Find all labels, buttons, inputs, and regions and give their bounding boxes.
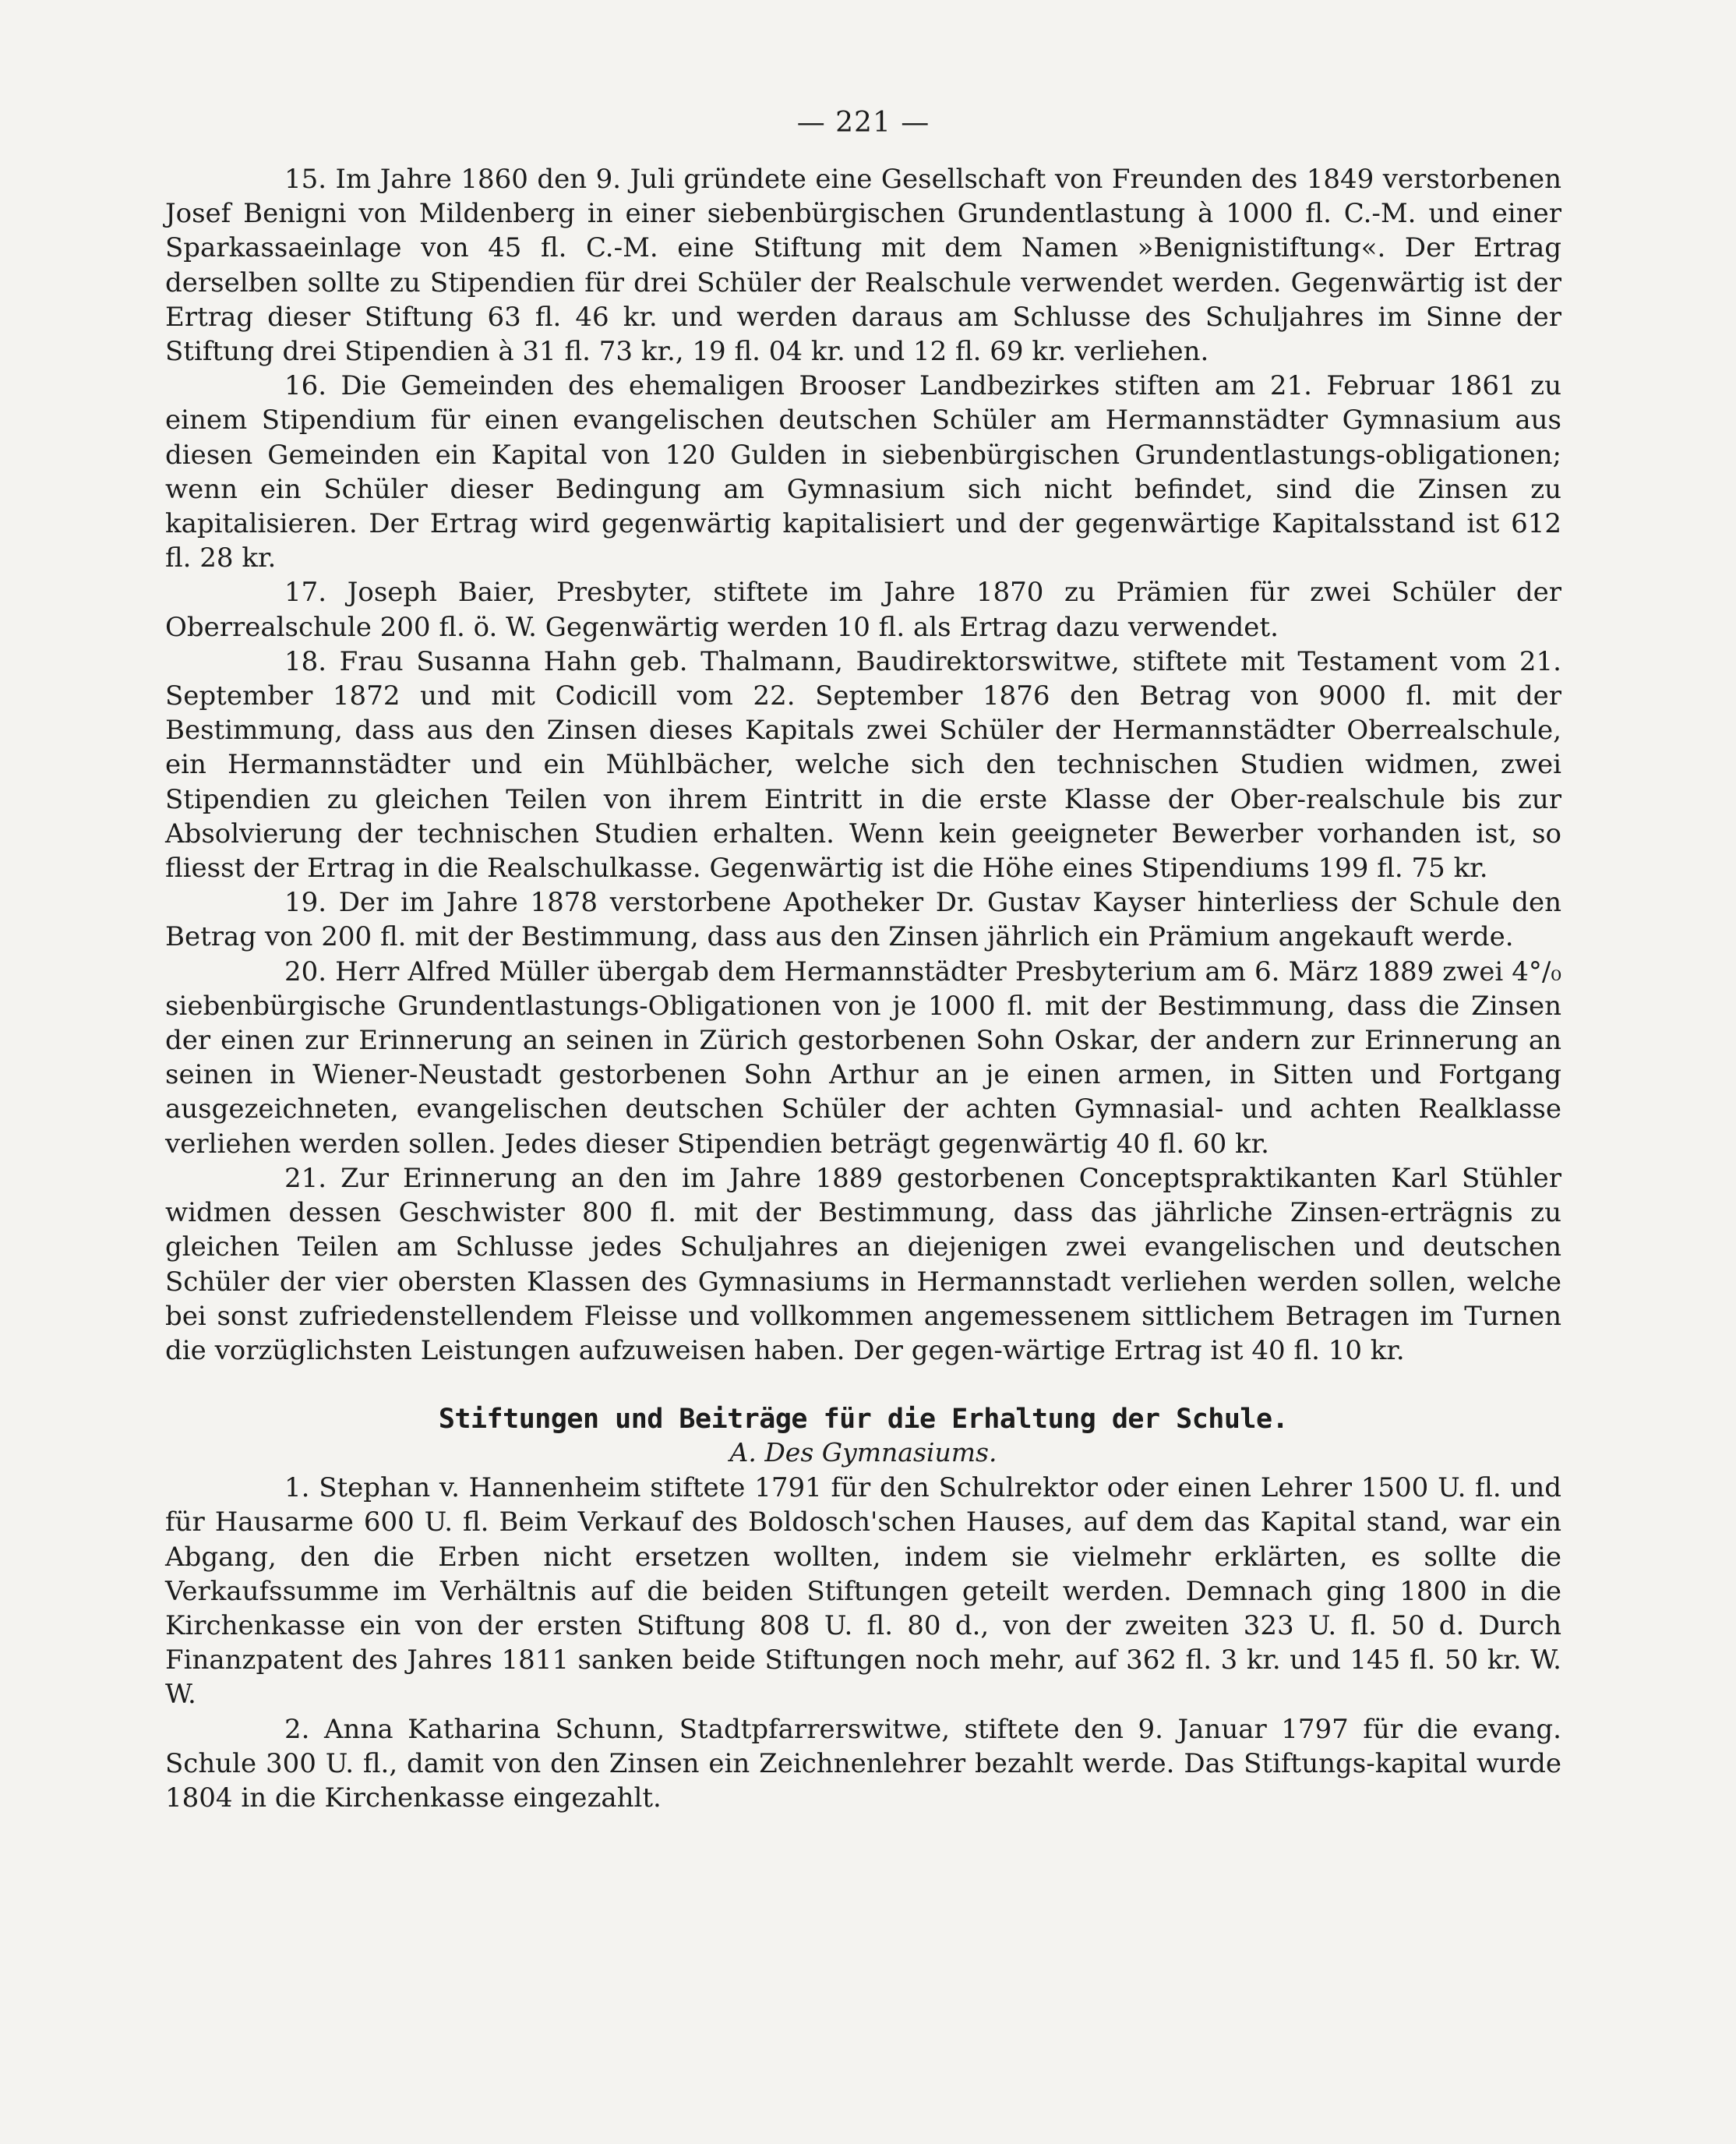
section-subheading: A. Des Gymnasiums.	[729, 1437, 997, 1468]
paragraph-a1: 1. Stephan v. Hannenheim stiftete 1791 für den Schulrektor oder einen Lehrer 1500 U. fl. und für Hausarme 600 U. fl. Beim Verkauf des Boldosch'schen Hauses, auf dem das Kapital stand, war ein Abgang, den die Erben nicht ersetzen wollten, indem sie vielmehr erklärten, es sollte die Verkaufssumme im Verhältnis auf die beiden Stiftungen geteilt werden. Demnach ging 1800 in die Kirchenkasse ein von der ersten Stiftung 808 U. fl. 80 d., von der zweiten 323 U. fl. 50 d. Durch Finanzpatent des Jahres 1811 sanken beide Stiftungen noch mehr, auf 362 fl. 3 kr. und 145 fl. 50 kr. W. W.	[165, 1472, 1561, 1711]
document-page	[165, 108, 1561, 1815]
paragraph-a2: 2. Anna Katharina Schunn, Stadtpfarrerswitwe, stiftete den 9. Januar 1797 für die evang. Schule 300 U. fl., damit von den Zinsen ein Zeichnenlehrer bezahlt werde. Das Stiftungs-kapital wurde 1804 in die Kirchenkasse eingezahlt.	[165, 1713, 1561, 1814]
paragraph-19: 19. Der im Jahre 1878 verstorbene Apotheker Dr. Gustav Kayser hinterliess der Schule den Betrag von 200 fl. mit der Bestimmung, dass aus den Zinsen jährlich ein Prämium angekauft werde.	[165, 887, 1561, 953]
section-heading: Stiftungen und Beiträge für die Erhaltung der Schule.	[438, 1404, 1289, 1436]
paragraph-18: 18. Frau Susanna Hahn geb. Thalmann, Baudirektorswitwe, stiftete mit Testament vom 21. September 1872 und mit Codicill vom 22. September 1876 den Betrag von 9000 fl. mit der Bestimmung, dass aus den Zinsen dieses Kapitals zwei Schüler der Hermannstädter Oberrealschule, ein Hermannstädter und ein Mühlbächer, welche sich den technischen Studien widmen, zwei Stipendien zu gleichen Teilen von ihrem Eintritt in die erste Klasse der Ober-realschule bis zur Absolvierung der technischen Studien erhalten. Wenn kein geeigneter Bewerber vorhanden ist, so fliesst der Ertrag in die Realschulkasse. Gegenwärtig ist die Höhe eines Stipendiums 199 fl. 75 kr.	[165, 645, 1561, 885]
paragraph-17: 17. Joseph Baier, Presbyter, stiftete im Jahre 1870 zu Prämien für zwei Schüler der Oberrealschule 200 fl. ö. W. Gegenwärtig werden 10 fl. als Ertrag dazu verwendet.	[165, 577, 1561, 643]
paragraph-16: 16. Die Gemeinden des ehemaligen Brooser Landbezirkes stiften am 21. Februar 1861 zu einem Stipendium für einen evangelischen deutschen Schüler am Hermannstädter Gymnasium aus diesen Gemeinden ein Kapital von 120 Gulden in siebenbürgischen Grundentlastungs-obligationen; wenn ein Schüler dieser Bedingung am Gymnasium sich nicht befindet, sind die Zinsen zu kapitalisieren. Der Ertrag wird gegenwärtig kapitalisiert und der gegenwärtige Kapitalsstand ist 612 fl. 28 kr.	[165, 370, 1561, 574]
paragraph-21: 21. Zur Erinnerung an den im Jahre 1889 gestorbenen Conceptspraktikanten Karl Stühler widmen dessen Geschwister 800 fl. mit der Bestimmung, dass das jährliche Zinsen-erträgnis zu gleichen Teilen am Schlusse jedes Schuljahres an diejenigen zwei evangelischen und deutschen Schüler der vier obersten Klassen des Gymnasiums in Hermannstadt verliehen werden sollen, welche bei sonst zufriedenstellendem Fleisse und vollkommen angemessenem sittlichem Betragen im Turnen die vorzüglichsten Leistungen aufzuweisen haben. Der gegen-wärtige Ertrag ist 40 fl. 10 kr.	[165, 1162, 1561, 1366]
page-number: — 221 —	[796, 107, 930, 139]
paragraph-15: 15. Im Jahre 1860 den 9. Juli gründete eine Gesellschaft von Freunden des 1849 verstorbenen Josef Benigni von Mildenberg in einer siebenbürgischen Grundentlastung à 1000 fl. C.-M. und einer Sparkassaeinlage von 45 fl. C.-M. eine Stiftung mit dem Namen »Benignistiftung«. Der Ertrag derselben sollte zu Stipendien für drei Schüler der Realschule verwendet werden. Gegenwärtig ist der Ertrag dieser Stiftung 63 fl. 46 kr. und werden daraus am Schlusse des Schuljahres im Sinne der Stiftung drei Stipendien à 31 fl. 73 kr., 19 fl. 04 kr. und 12 fl. 69 kr. verliehen.	[165, 164, 1561, 368]
paragraph-20: 20. Herr Alfred Müller übergab dem Hermannstädter Presbyterium am 6. März 1889 zwei 4°/₀ siebenbürgische Grundentlastungs-Obligationen von je 1000 fl. mit der Bestimmung, dass die Zinsen der einen zur Erinnerung an seinen in Zürich gestorbenen Sohn Oskar, der andern zur Erinnerung an seinen in Wiener-Neustadt gestorbenen Sohn Arthur an je einen armen, in Sitten und Fortgang ausgezeichneten, evangelischen deutschen Schüler der achten Gymnasial- und achten Realklasse verliehen werden sollen. Jedes dieser Stipendien beträgt gegenwärtig 40 fl. 60 kr.	[165, 955, 1561, 1160]
